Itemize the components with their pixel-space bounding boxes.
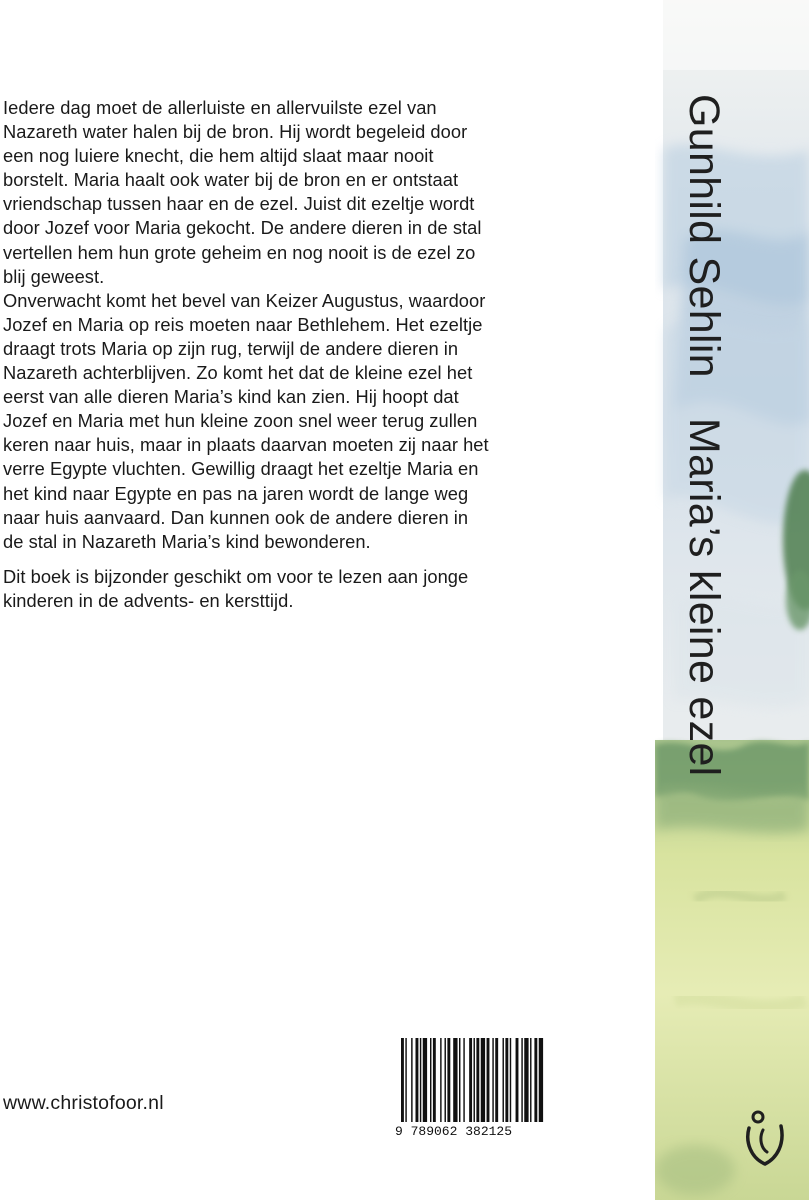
blurb-paragraph-3: Dit boek is bijzonder geschikt om voor te lezen aan jonge kinderen in de advents- en kersttijd. <box>3 565 469 611</box>
isbn-number: 9 789062 382125 <box>395 1124 513 1139</box>
blurb-paragraph-1: Iedere dag moet de allerluiste en allervuilste ezel van Nazareth water halen bij de bron. Hij wordt begeleid door een nog luiere knecht, die hem altijd slaat maar nooit borstelt. Maria haalt ook water bij de bron en er ontstaat vriendschap tussen haar en de ezel. Juist dit ezeltje wordt door Jozef voor Maria gekocht. De andere dieren in de stal vertellen hem hun grote geheim en nog nooit is de ezel zo blij geweest. <box>3 97 482 287</box>
publisher-website: www.christofoor.nl <box>3 1092 164 1114</box>
christofoor-logo-icon <box>743 1108 787 1168</box>
isbn-barcode <box>395 1034 573 1147</box>
spine-book-title: Maria’s kleine ezel <box>680 417 728 777</box>
barcode-bars <box>395 1034 573 1124</box>
watercolor-illustration <box>655 0 809 1200</box>
blurb-paragraph-2: Onverwacht komt het bevel van Keizer Augustus, waardoor Jozef en Maria op reis moeten naar Bethlehem. Het ezeltje draagt trots Maria op zijn rug, terwijl de andere dieren in Nazareth achterblijven. Zo komt het dat de kleine ezel het eerst van alle dieren Maria’s kind kan zien. Hij hoopt dat Jozef en Maria met hun kleine zoon snel weer terug zullen keren naar huis, maar in plaats daarvan moeten zij naar het verre Egypte vluchten. Gewillig draagt het ezeltje Maria en het kind naar Egypte en pas na jaren wordt de lange weg naar huis aanvaard. Dan kunnen ook de andere dieren in de stal in Nazareth Maria’s kind bewonderen. <box>3 289 489 552</box>
blurb-text <box>3 96 573 613</box>
spine-author: Gunhild Sehlin <box>680 94 728 378</box>
spine-title-block <box>681 94 727 777</box>
book-spine <box>655 0 809 1200</box>
